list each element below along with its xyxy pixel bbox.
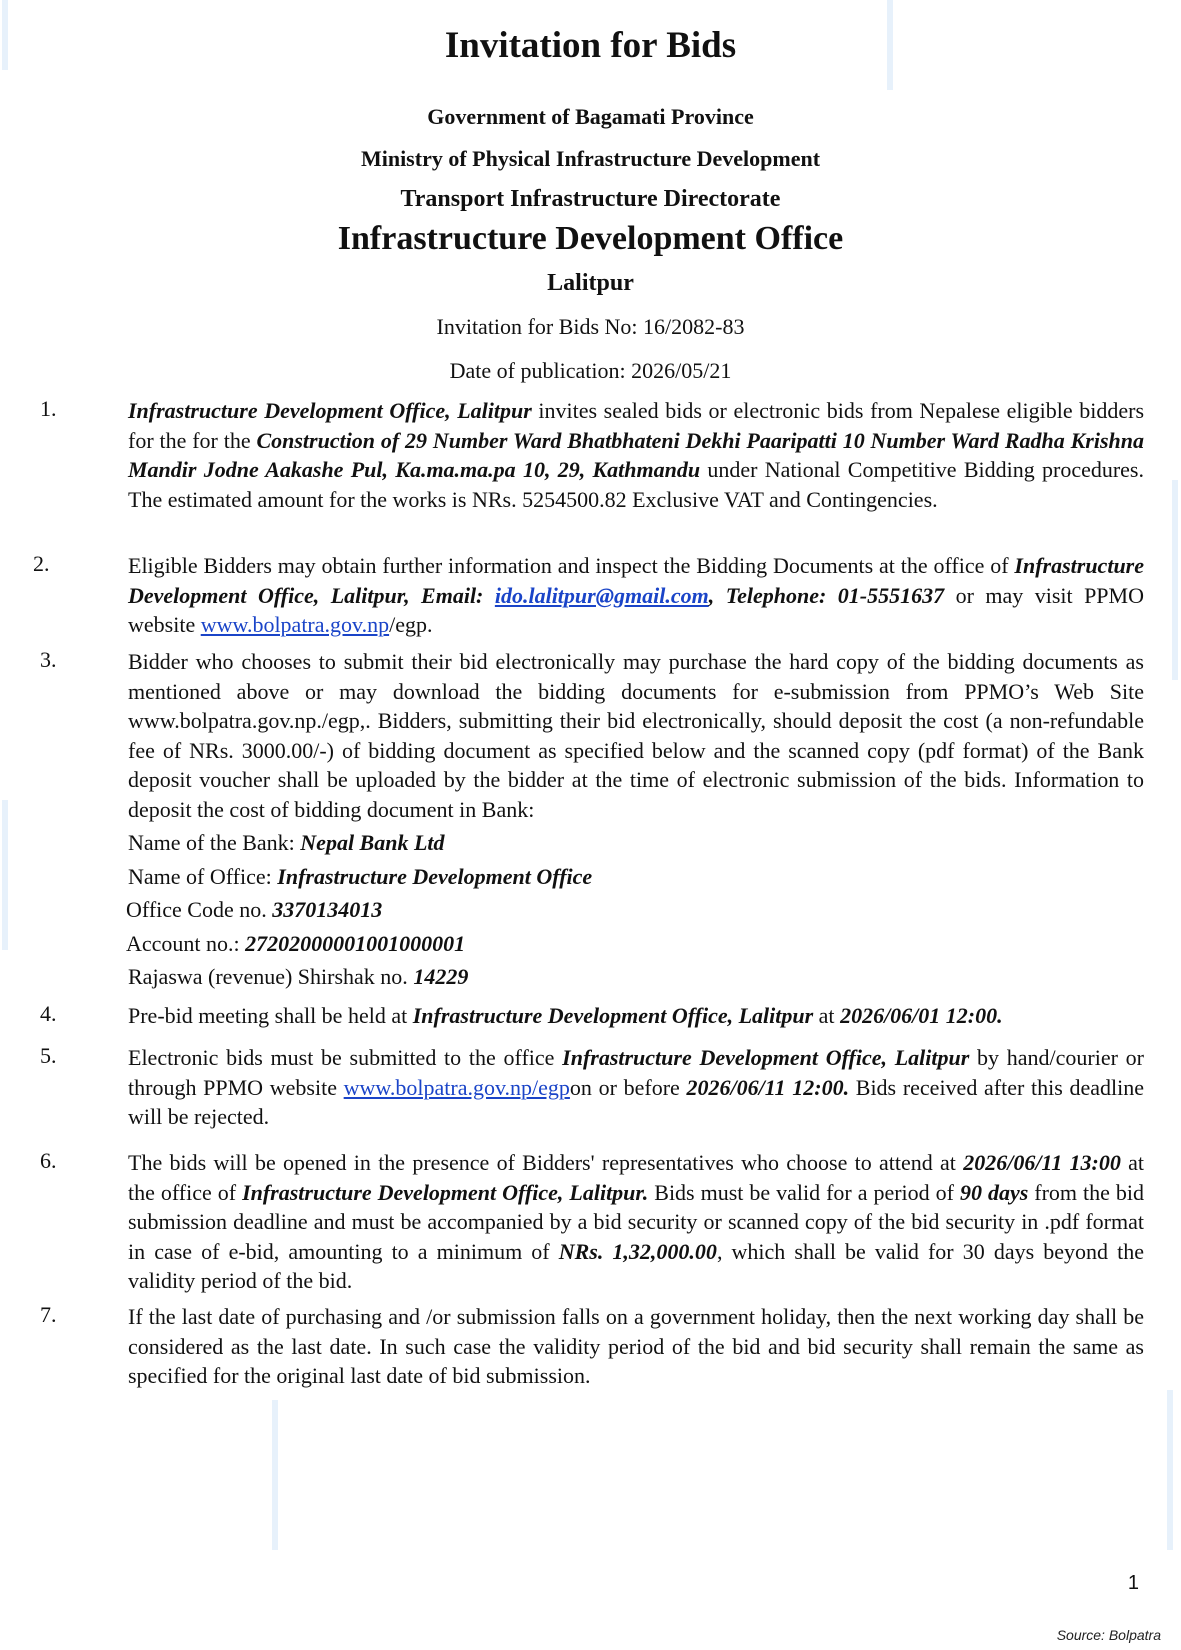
account-label: Account no.: [126,931,246,956]
clause-text: If the last date of purchasing and /or submission falls on a government holiday, then the next working day shall be considered as the last date. In such case the validity period of the bid and bid security shall remain the same as specified for the original last date of bid submission. [128,1304,1144,1388]
bank-name-line [128,830,445,856]
bid-security-amount: NRs. 1,32,000.00 [558,1238,717,1264]
office-ref: Infrastructure Development Office, Lalitpur. [242,1179,649,1205]
code-label: Office Code no. [126,897,273,922]
clause-number: 1. [40,396,57,421]
ifb-number: Invitation for Bids No: 16/2082-83 [436,314,745,339]
office-ref: Infrastructure Development Office, Lalitpur, Email: [128,553,1144,608]
office-ref: Infrastructure Development Office, Lalitpur [412,1003,814,1028]
clause-number: 7. [40,1302,57,1327]
text-run: at [813,1003,841,1028]
office-name: Infrastructure Development Office [337,220,844,257]
page-title: Invitation for Bids [444,25,737,66]
code-value: 3370134013 [272,897,383,922]
telephone: , Telephone: 01-5551637 [708,582,945,608]
office-value: Infrastructure Development Office [277,864,593,889]
office-label: Name of Office: [128,864,278,889]
bank-value: Nepal Bank Ltd [300,830,445,855]
clause-number: 5. [40,1043,57,1068]
clause-text [128,396,1144,514]
bank-label: Name of the Bank: [128,830,301,855]
revenue-label: Rajaswa (revenue) Shirshak no. [128,964,414,989]
validity-days: 90 days [959,1179,1029,1205]
text-run: Eligible Bidders may obtain further information and inspect the Bidding Documents at the office of [128,553,1015,578]
office-ref: Infrastructure Development Office, Lalitpur [128,398,532,423]
source-credit: Source: Bolpatra [1056,1627,1161,1643]
text-run: on or before [569,1074,687,1100]
revenue-value: 14229 [413,964,469,989]
project-name: Construction of 29 Number Ward Bhatbhateni Dekhi Paaripatti 10 Number Ward Radha Krishna Mandir Jodne Aakashe Pul, Ka.ma.ma.pa 10, 29, Kathmandu [128,427,1144,482]
text-run: or may visit PPMO website [128,582,1144,637]
page-number: 1 [1127,1572,1139,1594]
egp-link[interactable]: www.bolpatra.gov.np/egp [343,1074,570,1100]
clause-number: 2. [33,551,50,576]
opening-datetime: 2026/06/11 13:00 [963,1150,1121,1175]
text-run: Pre-bid meeting shall be held at [128,1003,413,1028]
clause-number: 6. [40,1148,57,1173]
clause-text: Bidder who chooses to submit their bid electronically may purchase the hard copy of the bidding documents as mentioned above or may download the bidding documents for e-submission from PPMO’s Web Site www.bolpatra.gov.np./egp,. Bidders, submitting their bid electronically, should deposit the cost (a non-refundable fee of NRs. 3000.00/-) of bidding document as specified below and the scanned copy (pdf format) of the Bank deposit voucher shall be uploaded by the bidder at the time of electronic submission of the bids. Information to deposit the cost of bidding document in Bank: [128,649,1144,822]
ministry-name: Ministry of Physical Infrastructure Development [360,146,821,171]
government-name: Government of Bagamati Province [427,104,754,129]
text-run: from the bid submission deadline and must be accompanied by a bid security or scanned copy of the bid security in .pdf format in case of e-bid, amounting to a minimum of [128,1179,1144,1264]
meeting-datetime: 2026/06/01 12:00. [840,1003,1003,1028]
office-name-line [128,864,592,890]
submission-deadline: 2026/06/11 12:00. [686,1074,850,1100]
clause-number: 3. [40,647,57,672]
clause-text [128,1043,1144,1132]
bolpatra-link[interactable]: www.bolpatra.gov.np [200,612,390,637]
office-location: Lalitpur [547,270,634,296]
text-run: Bids received after this deadline will be rejected. [128,1074,1145,1129]
text-run: under National Competitive Bidding procedures. The estimated amount for the works is NRs. 5254500.82 Exclusive VAT and Contingencies. [128,457,1144,512]
revenue-line [128,964,468,990]
account-line [126,931,465,957]
clause-text [128,1148,1144,1296]
text-run: at the office of [128,1150,1144,1205]
text-run: by hand/courier or through PPMO website [128,1045,1145,1100]
text-run: , which shall be valid for 30 days beyond the validity period of the bid. [128,1238,1144,1293]
text-run: invites sealed bids or electronic bids from Nepalese eligible bidders for the for the [128,398,1145,453]
clause-text [128,551,1144,640]
office-code-line [126,897,382,923]
text-run: Electronic bids must be submitted to the office [128,1045,563,1070]
publication-date: Date of publication: 2026/05/21 [449,358,732,383]
directorate-name: Transport Infrastructure Directorate [400,186,781,212]
text-run: The bids will be opened in the presence of Bidders' representatives who choose to attend at [128,1150,964,1175]
clause-number: 4. [40,1001,57,1026]
office-ref: Infrastructure Development Office, Lalitpur [562,1045,970,1070]
email-link[interactable]: ido.lalitpur@gmail.com [494,582,709,608]
account-value: 27202000001001000001 [245,931,466,956]
text-run: Bids must be valid for a period of [648,1179,960,1205]
text-run: /egp. [389,612,433,637]
clause-text [128,1001,1144,1031]
